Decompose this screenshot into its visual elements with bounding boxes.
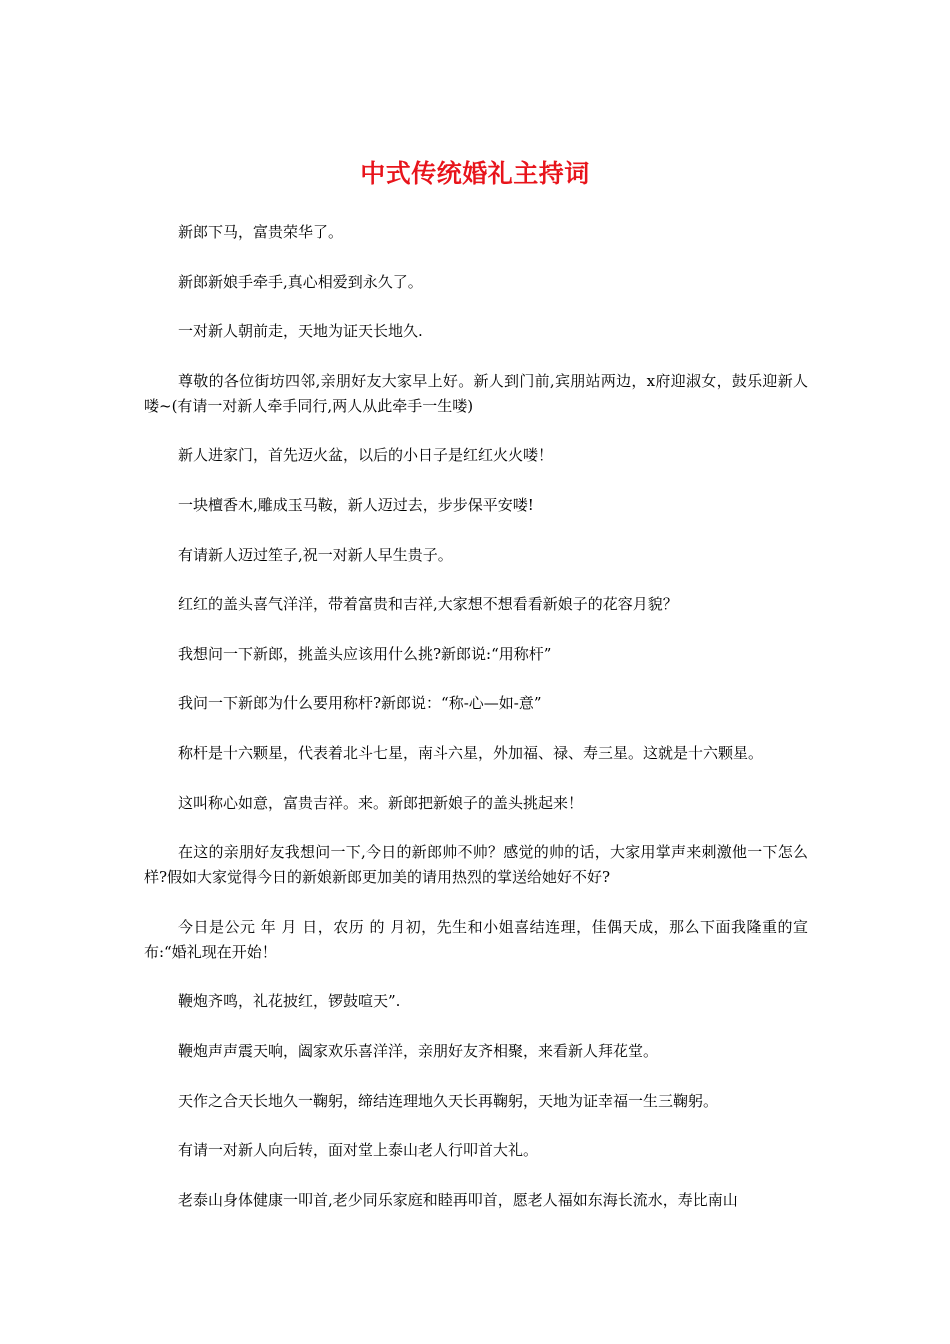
paragraph: 一对新人朝前走，天地为证天长地久. [178, 322, 423, 341]
paragraph: 我想问一下新郎，挑盖头应该用什么挑?新郎说:“用称杆” [178, 644, 552, 663]
document-title: 中式传统婚礼主持词 [360, 159, 590, 188]
paragraph: 新郎下马，富贵荣华了。 [178, 223, 344, 241]
paragraph: 有请新人迈过笙子,祝一对新人早生贵子。 [178, 545, 453, 564]
paragraph: 称杆是十六颗星，代表着北斗七星，南斗六星，外加福、禄、寿三星。这就是十六颗星。 [178, 743, 764, 762]
paragraph: 鞭炮声声震天响，阖家欢乐喜洋洋，亲朋好友齐相聚，来看新人拜花堂。 [178, 1041, 659, 1060]
paragraph: 我问一下新郎为什么要用称杆?新郎说：“称-心—如-意” [178, 694, 542, 713]
paragraph: 今日是公元 年 月 日，农历 的 月初，先生和小姐喜结连理，佳偶天成，那么下面我隆重的宣布:“婚礼现在开始！ [144, 917, 808, 961]
paragraph: 天作之合天长地久一鞠躬，缔结连理地久天长再鞠躬，天地为证幸福一生三鞠躬。 [178, 1091, 719, 1110]
paragraph: 鞭炮齐鸣，礼花披红，锣鼓喧天”. [178, 992, 401, 1011]
paragraph: 新郎新娘手牵手,真心相爱到永久了。 [178, 272, 423, 291]
document-body [144, 220, 808, 1237]
paragraph: 尊敬的各位街坊四邻,亲朋好友大家早上好。新人到门前,宾朋站两边，x府迎淑女，鼓乐迎新人喽~(有请一对新人牵手同行,两人从此牵手一生喽) [144, 371, 808, 415]
paragraph: 有请一对新人向后转，面对堂上泰山老人行叩首大礼。 [178, 1141, 539, 1160]
paragraph: 在这的亲朋好友我想问一下,今日的新郎帅不帅？感觉的帅的话，大家用掌声来刺激他一下怎么样?假如大家觉得今日的新娘新郎更加美的请用热烈的掌送给她好不好? [144, 843, 808, 887]
paragraph: 红红的盖头喜气洋洋，带着富贵和吉祥,大家想不想看看新娘子的花容月貌？ [178, 595, 678, 614]
paragraph: 一块檀香木,雕成玉马鞍，新人迈过去，步步保平安喽! [178, 495, 534, 514]
paragraph: 新人进家门，首先迈火盆，以后的小日子是红红火火喽！ [178, 446, 554, 465]
paragraph: 老泰山身体健康一叩首,老少同乐家庭和睦再叩首，愿老人福如东海长流水，寿比南山 [178, 1190, 738, 1209]
paragraph: 这叫称心如意，富贵吉祥。来。新郎把新娘子的盖头挑起来！ [178, 793, 584, 812]
